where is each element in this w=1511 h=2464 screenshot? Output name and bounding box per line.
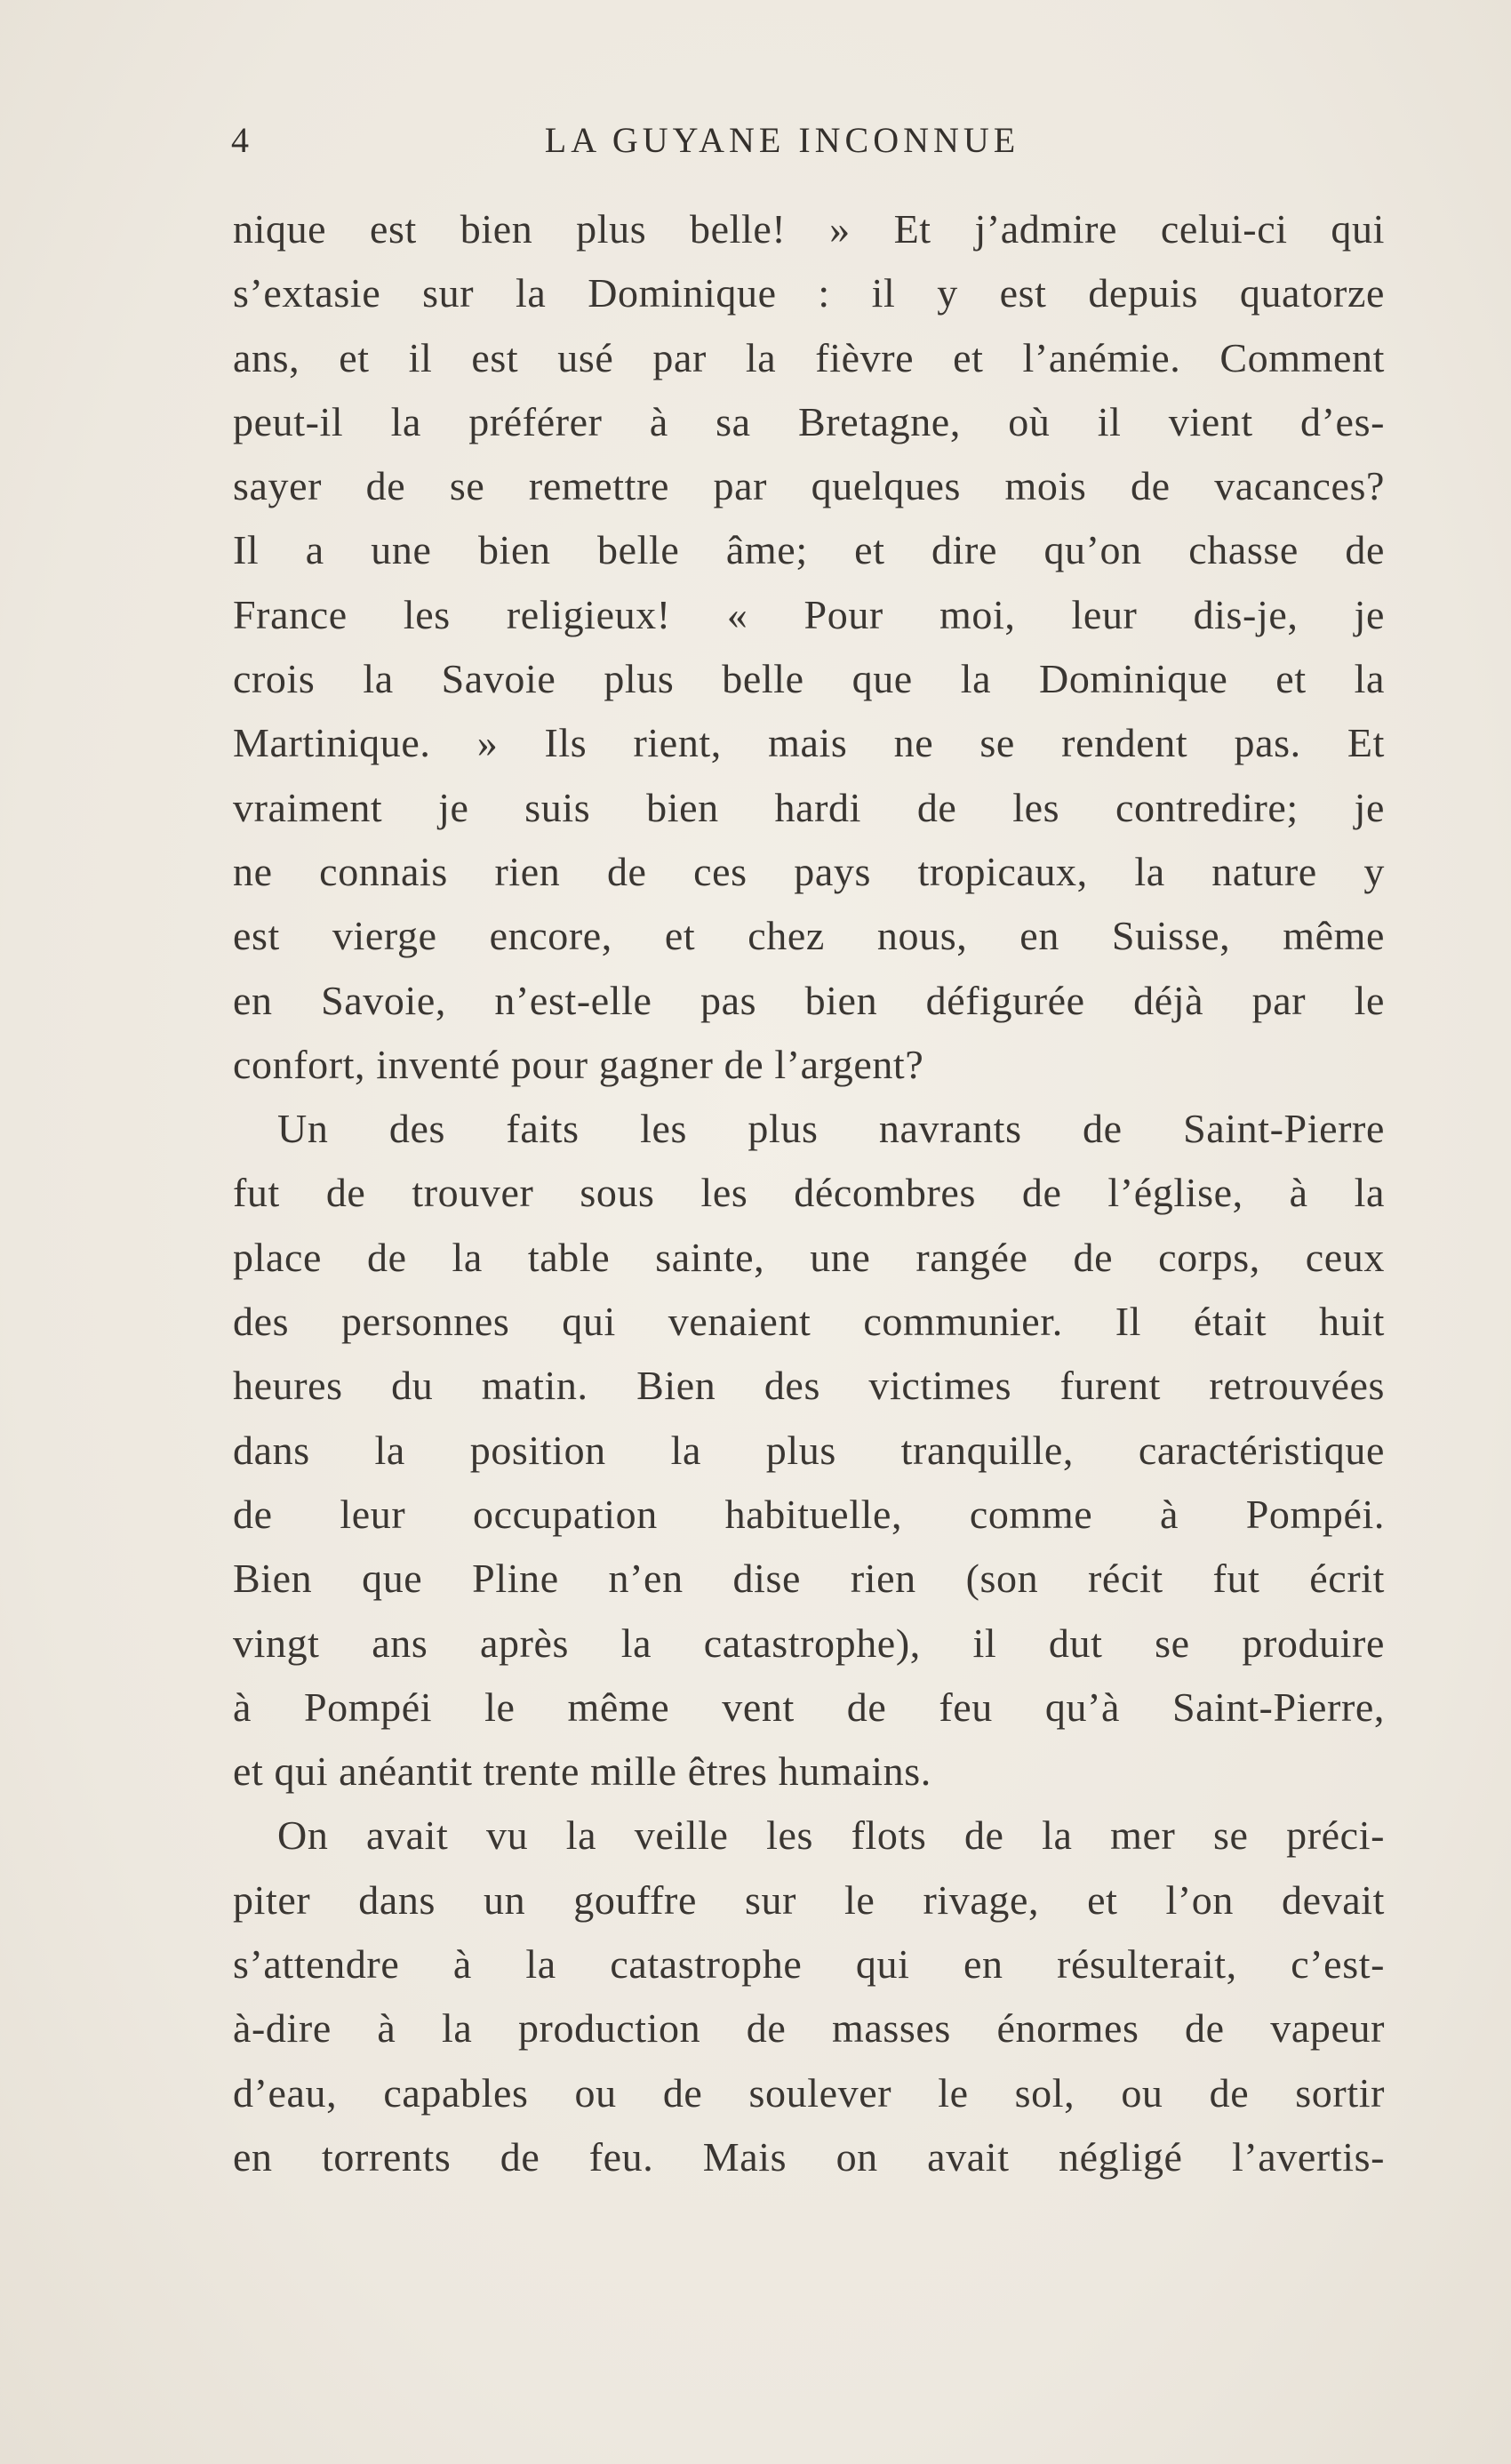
body-text (233, 197, 1385, 2189)
text-line: ne connais rien de ces pays tropicaux, la nature y (233, 848, 1385, 894)
page-number: 4 (231, 120, 249, 160)
text-line: vingt ans après la catastrophe), il dut se produire (233, 1620, 1385, 1666)
text-line: de leur occupation habituelle, comme à Pompéi. (233, 1491, 1385, 1537)
text-line: s’extasie sur la Dominique : il y est depuis quatorze (233, 270, 1385, 316)
text-line: peut-il la préférer à sa Bretagne, où il vient d’es- (233, 398, 1385, 444)
text-line: à-dire à la production de masses énormes de vapeur (233, 2005, 1385, 2052)
text-line: nique est bien plus belle! » Et j’admire celui-ci qui (233, 206, 1385, 252)
text-line: confort, inventé pour gagner de l’argent? (233, 1041, 924, 1087)
text-line: France les religieux! « Pour moi, leur dis-je, je (233, 591, 1385, 637)
text-line: vraiment je suis bien hardi de les contredire; je (233, 784, 1385, 830)
running-title: LA GUYANE INCONNUE (544, 120, 1020, 160)
text-line: piter dans un gouffre sur le rivage, et l’on devait (233, 1876, 1385, 1923)
paragraph-first-line: On avait vu la veille les flots de la mer se préci- (277, 1812, 1385, 1859)
text-line: à Pompéi le même vent de feu qu’à Saint-Pierre, (233, 1684, 1385, 1730)
running-head (231, 114, 1387, 167)
text-line: d’eau, capables ou de soulever le sol, ou de sortir (233, 2069, 1385, 2116)
text-line: place de la table sainte, une rangée de corps, ceux (233, 1234, 1385, 1280)
paragraph-first-line: Un des faits les plus navrants de Saint-Pierre (277, 1106, 1385, 1152)
text-line: Martinique. » Ils rient, mais ne se rendent pas. Et (233, 720, 1385, 766)
text-line: s’attendre à la catastrophe qui en résulterait, c’est- (233, 1941, 1385, 1988)
text-line: est vierge encore, et chez nous, en Suisse, même (233, 913, 1385, 959)
text-line: Bien que Pline n’en dise rien (son récit fut écrit (233, 1556, 1385, 1602)
text-line: dans la position la plus tranquille, caractéristique (233, 1427, 1385, 1473)
text-line: en torrents de feu. Mais on avait négligé l’avertis- (233, 2133, 1385, 2180)
text-line: crois la Savoie plus belle que la Dominique et la (233, 656, 1385, 702)
text-line: sayer de se remettre par quelques mois de vacances? (233, 463, 1385, 509)
text-line: fut de trouver sous les décombres de l’église, à la (233, 1170, 1385, 1216)
text-line: ans, et il est usé par la fièvre et l’anémie. Comment (233, 334, 1385, 380)
text-line: en Savoie, n’est-elle pas bien défigurée déjà par le (233, 977, 1385, 1023)
text-line: des personnes qui venaient communier. Il était huit (233, 1299, 1385, 1345)
text-line: Il a une bien belle âme; et dire qu’on chasse de (233, 527, 1385, 573)
text-line: heures du matin. Bien des victimes furent retrouvées (233, 1363, 1385, 1409)
text-line: et qui anéantit trente mille êtres humains. (233, 1748, 931, 1795)
